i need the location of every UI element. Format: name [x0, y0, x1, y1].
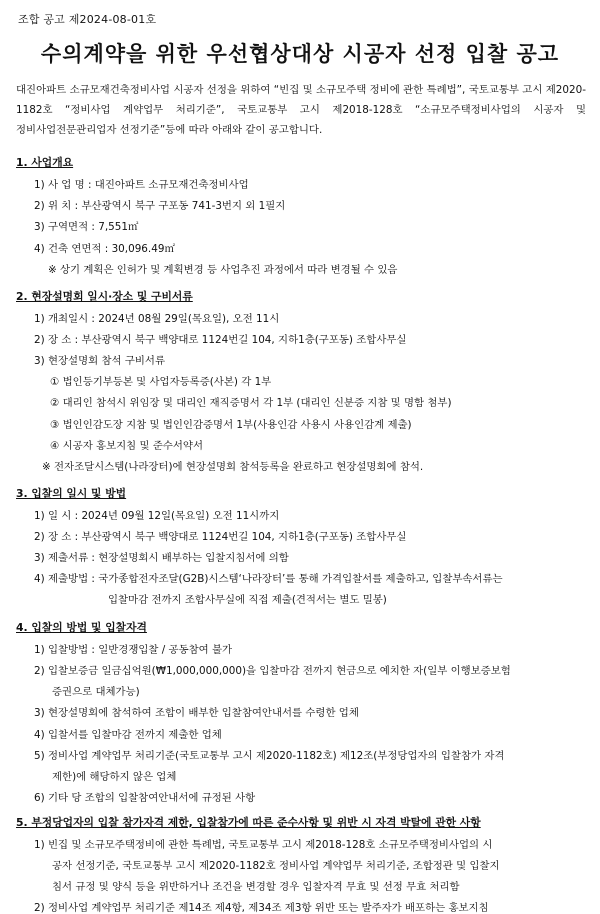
- list-item: 4) 제출방법 : 국가종합전자조달(G2B)시스템‘나라장터’를 통해 가격입찰서를 제출하고, 입찰부속서류는: [34, 573, 503, 585]
- doc-number: 조합 공고 제2024-08-01호: [18, 13, 157, 26]
- list-item: ③ 법인인감도장 지참 및 법인인감증명서 1부(사용인감 사용시 사용인감계 제출): [50, 419, 412, 431]
- list-item: ① 법인등기부등본 및 사업자등록증(사본) 각 1부: [50, 376, 272, 388]
- list-item: 6) 기타 당 조합의 입찰참여안내서에 규정된 사항: [34, 792, 256, 804]
- list-item-continued: 증권으로 대체가능): [52, 686, 140, 698]
- list-item: ④ 시공자 홍보지침 및 준수서약서: [50, 440, 204, 452]
- list-item: ② 대리인 참석시 위임장 및 대리인 재직증명서 각 1부 (대리인 신분증 지참 및 명함 첨부): [50, 397, 452, 409]
- list-item: 2) 입찰보증금 일금십억원(₩1,000,000,000)을 입찰마감 전까지 현금으로 예치한 자(일부 이행보증보험: [34, 665, 511, 677]
- section-3-title: [16, 486, 126, 501]
- list-item: 4) 입찰서를 입찰마감 전까지 제출한 업체: [34, 729, 222, 741]
- list-item: 3) 현장설명회 참석 구비서류: [34, 355, 165, 367]
- list-item-continued: 입찰마감 전까지 조합사무실에 직접 제출(견적서는 별도 밀봉): [108, 594, 387, 606]
- section-title-text: 4. 입찰의 방법 및 입찰자격: [16, 621, 147, 634]
- section-title-text: 2. 현장설명회 일시·장소 및 구비서류: [16, 290, 193, 303]
- list-item: 3) 구역면적 : 7,551㎡: [34, 221, 139, 233]
- list-item: 1) 빈집 및 소규모주택정비에 관한 특례법, 국토교통부 고시 제2018-128호 소규모주택정비사업의 시: [34, 839, 493, 851]
- section-title-text: 5. 부정당업자의 입찰 참가자격 제한, 입찰참가에 따른 준수사항 및 위반 시 자격 박탈에 관한 사항: [16, 816, 481, 829]
- list-item-continued: 제한)에 해당하지 않은 업체: [52, 771, 177, 783]
- list-item-continued: 공자 선정기준, 국토교통부 고시 제2020-1182호 정비사업 계약업무 처리기준, 조합정관 및 입찰지: [52, 860, 500, 872]
- list-item: 1) 입찰방법 : 일반경쟁입찰 / 공동참여 불가: [34, 644, 233, 656]
- section-title-text: 3. 입찰의 일시 및 방법: [16, 487, 127, 500]
- list-item-continued: 침서 규정 및 양식 등을 위반하거나 조건을 변경할 경우 입찰자격 무효 및 선정 무효 처리함: [52, 881, 460, 893]
- list-item: 1) 일 시 : 2024년 09월 12일(목요일) 오전 11시까지: [34, 510, 280, 522]
- list-item: 2) 위 치 : 부산광역시 북구 구포동 741-3번지 외 1필지: [34, 200, 286, 212]
- note: ※ 전자조달시스템(나라장터)에 현장설명회 참석등록을 완료하고 현장설명회에 참석.: [42, 461, 424, 473]
- list-item: 1) 개최일시 : 2024년 08월 29일(목요일), 오전 11시: [34, 313, 280, 325]
- section-4-title: [16, 620, 147, 635]
- list-item: 2) 장 소 : 부산광역시 북구 백양대로 1124번길 104, 지하1층(구포동) 조합사무실: [34, 531, 407, 543]
- list-item: 3) 제출서류 : 현장설명회시 배부하는 입찰지침서에 의함: [34, 552, 289, 564]
- list-item: 3) 현장설명회에 참석하여 조합이 배부한 입찰참여안내서를 수령한 업체: [34, 707, 359, 719]
- section-1-title: [16, 155, 73, 170]
- list-item: 2) 장 소 : 부산광역시 북구 백양대로 1124번길 104, 지하1층(구포동) 조합사무실: [34, 334, 407, 346]
- list-item: 2) 정비사업 계약업무 처리기준 제14조 제4항, 제34조 제3항 위반 또는 발주자가 배포하는 홍보지침: [34, 902, 489, 914]
- section-5-title: [16, 815, 481, 830]
- page-title: 수의계약을 위한 우선협상대상 시공자 선정 입찰 공고: [40, 42, 560, 66]
- section-title-text: 1. 사업개요: [16, 156, 74, 169]
- intro-paragraph: 대진아파트 소규모재건축정비사업 시공자 선정을 위하여 “빈집 및 소규모주택 정비에 관한 특례법”, 국토교통부 고시 제2020-1182호 “정비사업 계약업무 처리기준”, 국토교통부 고시 제2018-128호 “소규모주택정비사업의 시공자 및 정비사업전문관리업자 선정기준”등에 따라 아래와 같이 공고합니다.: [16, 84, 586, 136]
- list-item: 1) 사 업 명 : 대진아파트 소규모재건축정비사업: [34, 179, 249, 191]
- list-item: 4) 건축 연면적 : 30,096.49㎡: [34, 243, 175, 255]
- section-2-title: [16, 289, 193, 304]
- note: ※ 상기 계획은 인허가 및 계획변경 등 사업추진 과정에서 따라 변경될 수 있음: [48, 264, 398, 276]
- list-item: 5) 정비사업 계약업무 처리기준(국토교통부 고시 제2020-1182호) 제12조(부정당업자의 입찰참가 자격: [34, 750, 505, 762]
